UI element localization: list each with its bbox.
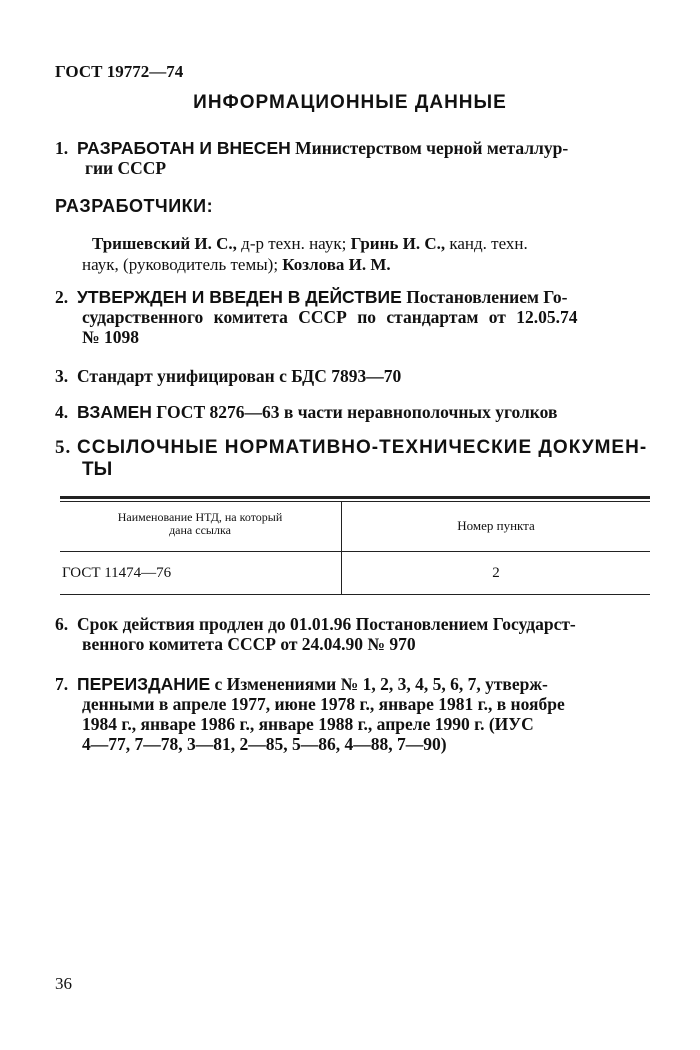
item-6-number: 6. (55, 614, 69, 634)
item-7-line3: 1984 г., январе 1986 г., январе 1988 г., апреле 1990 г. (ИУС (82, 714, 534, 734)
document-code: ГОСТ 19772—74 (55, 62, 184, 81)
table-cell-ntd: ГОСТ 11474—76 (62, 565, 172, 581)
item-7-line2: денными в апреле 1977, июне 1978 г., январе 1981 г., в ноябре (82, 694, 565, 714)
item-5-label-line2: ТЫ (82, 459, 113, 480)
developers-line1 (92, 234, 528, 254)
item-3-text: Стандарт унифицирован с БДС 7893—70 (77, 366, 402, 386)
item-4-number: 4. (55, 402, 69, 422)
item-5 (55, 438, 655, 458)
item-1-text-line2: гии СССР (85, 158, 167, 178)
page-number: 36 (55, 974, 72, 993)
table-header-ntd-name-line2: дана ссылка (169, 523, 231, 537)
item-7-line4: 4—77, 7—78, 3—81, 2—85, 5—86, 4—88, 7—90) (82, 734, 447, 754)
item-3-number: 3. (55, 366, 69, 386)
developers-heading: РАЗРАБОТЧИКИ: (55, 196, 214, 216)
item-2-text: Постановлением Го- (406, 287, 568, 307)
table-header-rule (60, 551, 650, 552)
item-2-number: 2. (55, 287, 69, 307)
item-7 (55, 674, 655, 694)
table-top-rule-thin (60, 501, 650, 502)
item-4-text: ГОСТ 8276—63 в части неравнополочных уголков (156, 402, 558, 422)
item-7-number: 7. (55, 674, 69, 694)
item-4 (55, 402, 655, 422)
item-2-label: УТВЕРЖДЕН И ВВЕДЕН В ДЕЙСТВИЕ (77, 287, 402, 307)
item-1-label: РАЗРАБОТАН И ВНЕСЕН (77, 138, 291, 158)
developer-3-name: Козлова И. М. (282, 255, 391, 274)
item-3 (55, 366, 655, 386)
table-bottom-rule (60, 594, 650, 595)
developer-2-title-cont: наук, (руководитель темы); (82, 255, 279, 274)
table-header-ntd-name (60, 511, 340, 537)
item-2 (55, 287, 655, 307)
item-2-line3: № 1098 (82, 327, 139, 347)
item-6-text: Срок действия продлен до 01.01.96 Постановлением Государст- (77, 614, 576, 634)
item-6 (55, 614, 655, 634)
page-heading: ИНФОРМАЦИОННЫЕ ДАННЫЕ (193, 92, 507, 113)
item-5-label: ССЫЛОЧНЫЕ НОРМАТИВНО-ТЕХНИЧЕСКИЕ ДОКУМЕН- (77, 437, 648, 458)
item-7-text: с Изменениями № 1, 2, 3, 4, 5, 6, 7, утверж- (214, 674, 548, 694)
item-5-number: 5. (55, 437, 72, 458)
developer-1-title: д-р техн. наук; (241, 234, 347, 253)
developer-2-title: канд. техн. (449, 234, 528, 253)
developer-1-name: Тришевский И. С., (92, 234, 237, 253)
item-6-line2: венного комитета СССР от 24.04.90 № 970 (82, 634, 416, 654)
item-4-label: ВЗАМЕН (77, 402, 152, 422)
item-7-label: ПЕРЕИЗДАНИЕ (77, 674, 211, 694)
developers-line2 (82, 255, 391, 275)
table-header-clause-number: Номер пункта (457, 518, 535, 533)
table-top-rule (60, 496, 650, 499)
item-2-line2: сударственного комитета СССР по стандартам от 12.05.74 (82, 307, 578, 327)
table-header-ntd-name-line1: Наименование НТД, на который (117, 510, 283, 524)
table-cell-clause: 2 (492, 565, 500, 581)
developer-2-name: Гринь И. С., (350, 234, 446, 253)
item-1-text: Министерством черной металлур- (295, 138, 569, 158)
item-1-number: 1. (55, 138, 69, 158)
item-1 (55, 138, 655, 158)
